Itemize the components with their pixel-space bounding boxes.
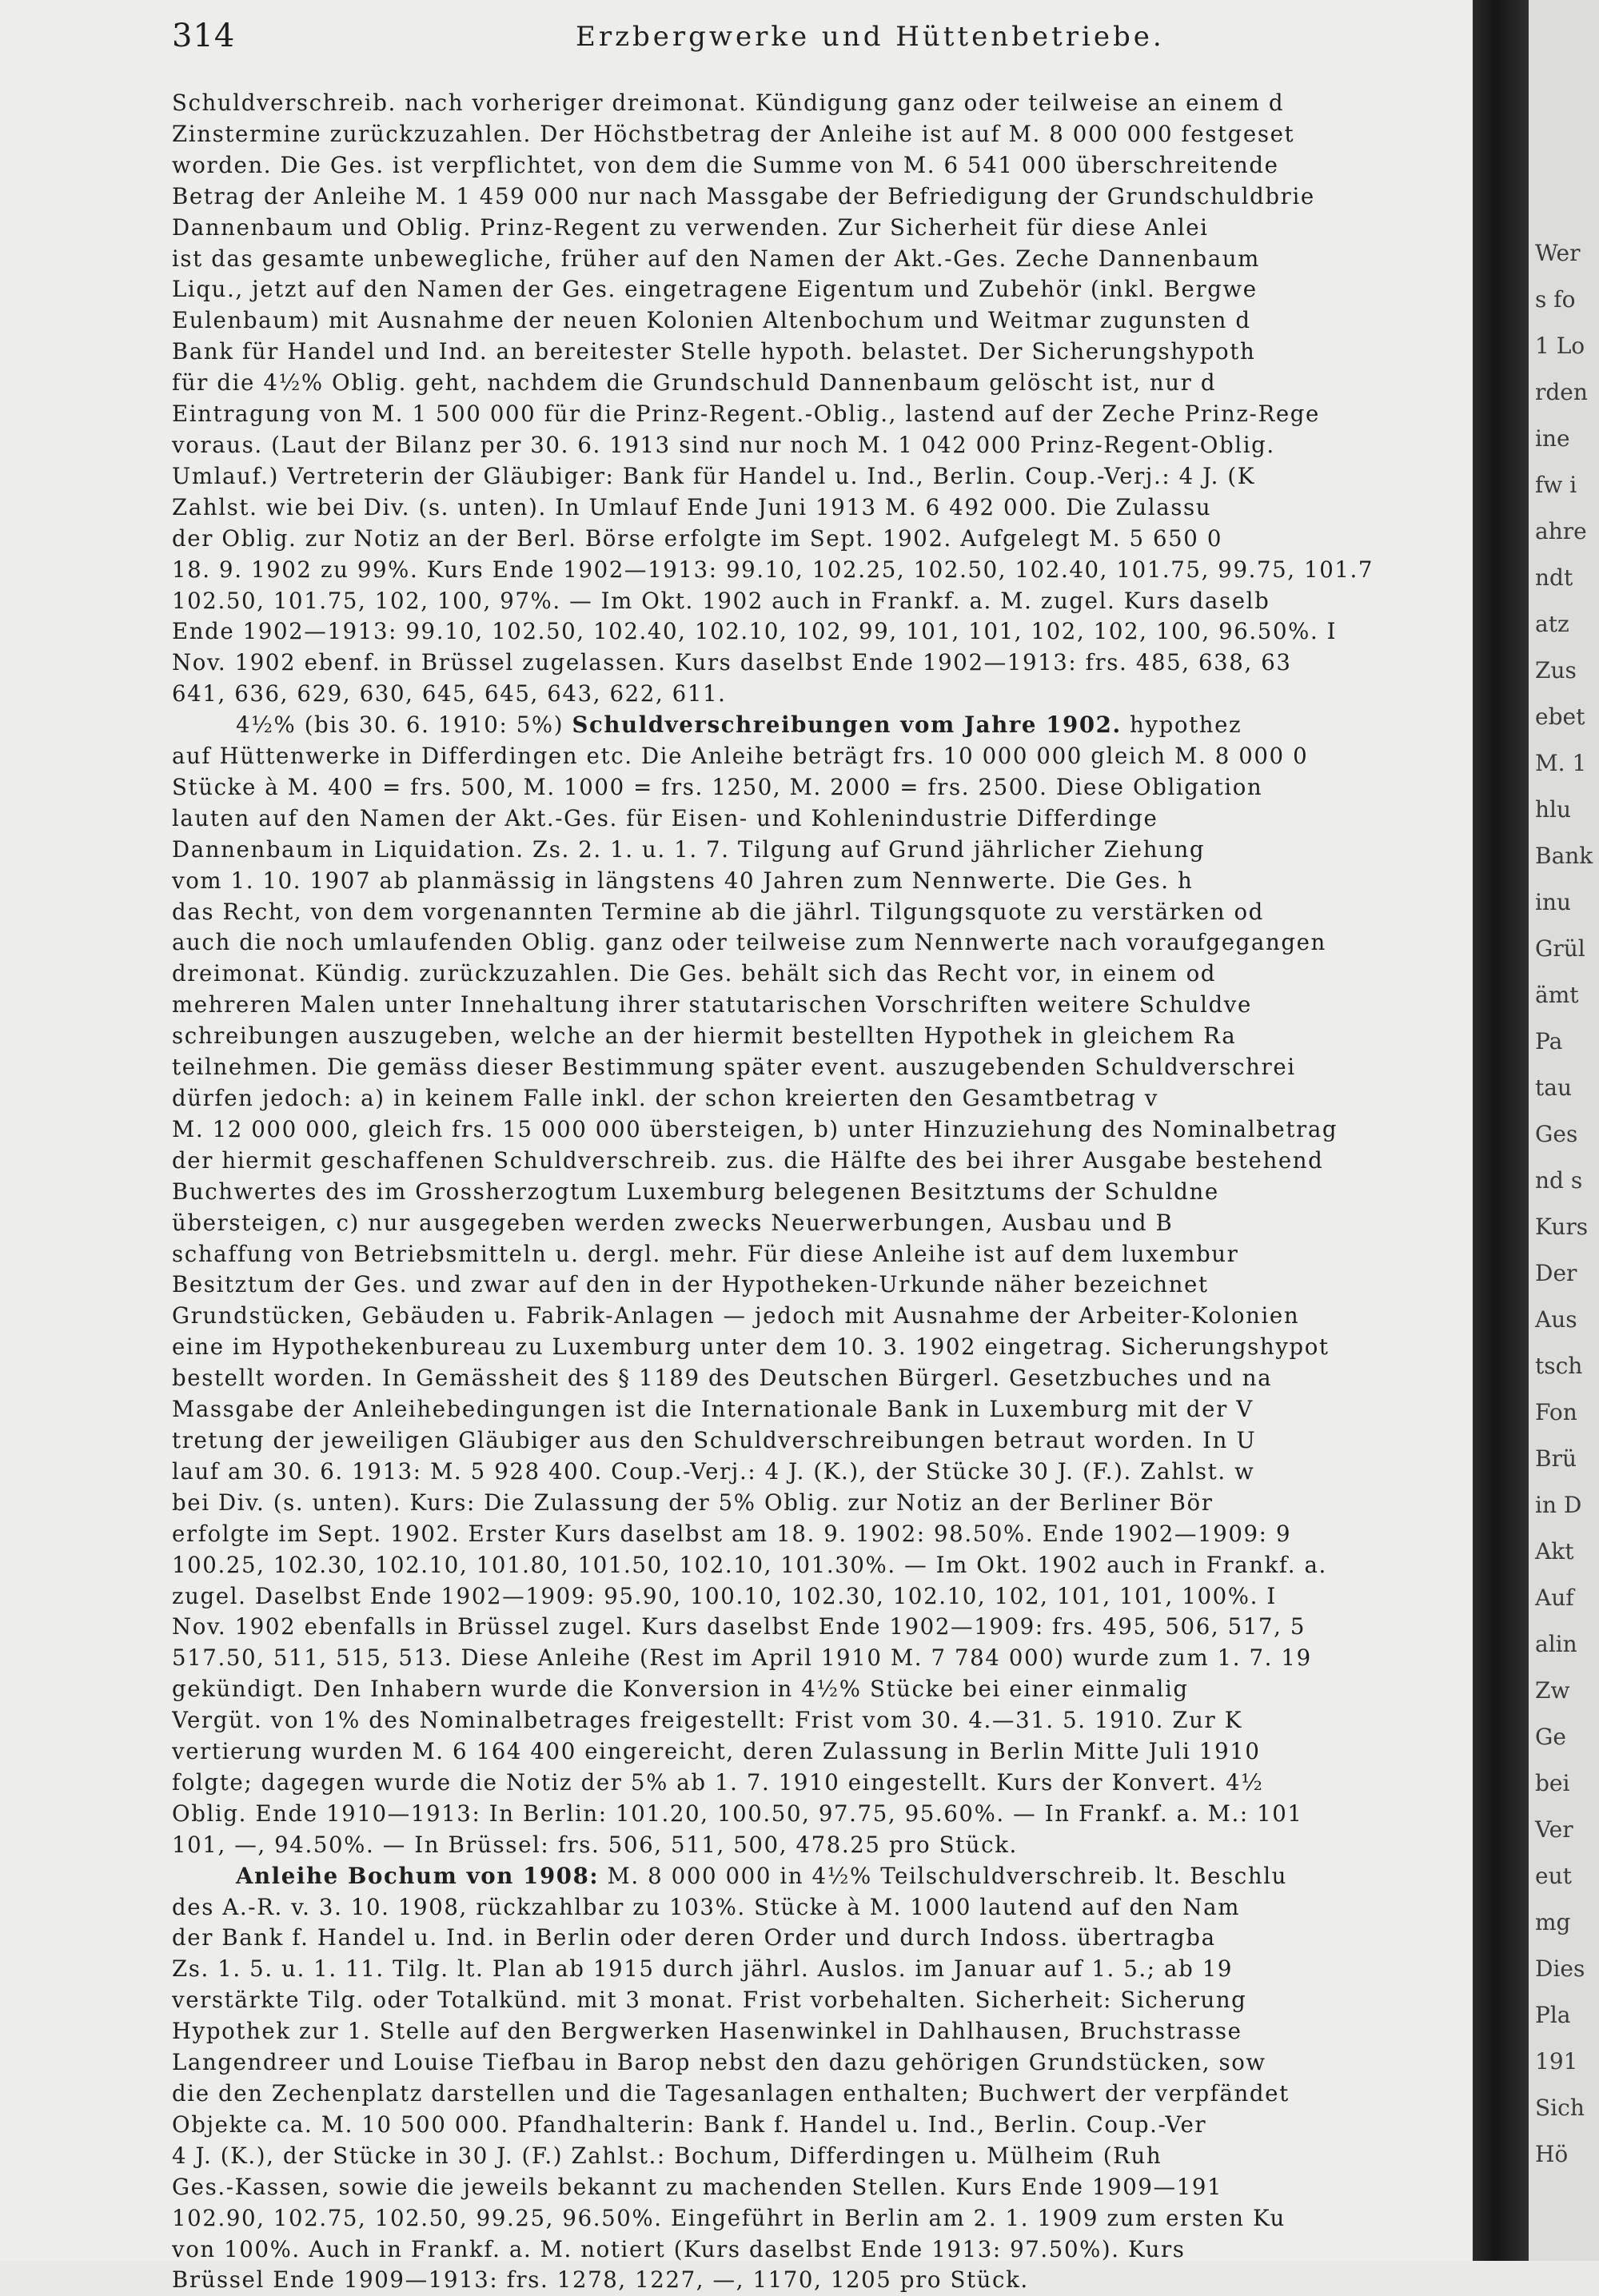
text-line: 517.50, 511, 515, 513. Diese Anleihe (Rest im April 1910 M. 7 784 000) wurde zum 1. 7. 19: [172, 1644, 1312, 1672]
text-line: die den Zechenplatz darstellen und die Tagesanlagen enthalten; Buchwert der verpfändet: [172, 2080, 1290, 2107]
text-line: erfolgte im Sept. 1902. Erster Kurs daselbst am 18. 9. 1902: 98.50%. Ende 1902—1909: 9: [172, 1520, 1292, 1547]
text-line: des A.-R. v. 3. 10. 1908, rückzahlbar zu 103%. Stücke à M. 1000 lautend auf den Nam: [172, 1893, 1240, 1920]
facing-page-fragment: bei: [1535, 1770, 1570, 1796]
facing-page-fragment: ndt: [1535, 564, 1573, 591]
text-line: Bank für Handel und Ind. an bereitester Stelle hypoth. belastet. Der Sicherungshypoth: [172, 338, 1256, 365]
facing-page-fragment: Zw: [1535, 1677, 1570, 1704]
text-line: von 100%. Auch in Frankf. a. M. notiert (Kurs daselbst Ende 1913: 97.50%). Kurs: [172, 2235, 1186, 2262]
paragraph: [172, 710, 1423, 1861]
facing-page-fragment: Akt: [1535, 1538, 1574, 1565]
facing-page-fragment: Hö: [1535, 2141, 1569, 2167]
text-line: worden. Die Ges. ist verpflichtet, von dem die Summe von M. 6 541 000 überschreitende: [172, 151, 1279, 178]
text-line: Dannenbaum in Liquidation. Zs. 2. 1. u. 1. 7. Tilgung auf Grund jährlicher Ziehung: [172, 835, 1206, 863]
text-line: lauf am 30. 6. 1913: M. 5 928 400. Coup.-Verj.: 4 J. (K.), der Stücke 30 J. (F.). Zahlst. w: [172, 1457, 1255, 1485]
paragraph: [172, 88, 1423, 710]
text-line: 102.50, 101.75, 102, 100, 97%. — Im Okt. 1902 auch in Frankf. a. M. zugel. Kurs daselb: [172, 587, 1270, 614]
facing-page-fragment: Dies: [1535, 1955, 1585, 1982]
text-line: Massgabe der Anleihebedingungen ist die Internationale Bank in Luxemburg mit der V: [172, 1396, 1254, 1423]
facing-page-fragment: 191: [1535, 2048, 1578, 2075]
text-line: Besitztum der Ges. und zwar auf den in der Hypotheken-Urkunde näher bezeichnet: [172, 1271, 1209, 1298]
text-line: ist das gesamte unbewegliche, früher auf den Namen der Akt.-Ges. Zeche Dannenbaum: [172, 245, 1260, 272]
page-body: [172, 88, 1423, 2296]
facing-page-fragment: Zus: [1535, 657, 1577, 684]
text-line: Grundstücken, Gebäuden u. Fabrik-Anlagen — jedoch mit Ausnahme der Arbeiter-Kolonien: [172, 1302, 1300, 1329]
text-line: Zs. 1. 5. u. 1. 11. Tilg. lt. Plan ab 1915 durch jährl. Auslos. im Januar auf 1. 5.; ab 19: [172, 1955, 1234, 1983]
text-line: voraus. (Laut der Bilanz per 30. 6. 1913 sind nur noch M. 1 042 000 Prinz-Regent-Oblig.: [172, 431, 1275, 458]
facing-page-fragment: inu: [1535, 889, 1572, 915]
text-line: Ges.-Kassen, sowie die jeweils bekannt zu machenden Stellen. Kurs Ende 1909—191: [172, 2173, 1223, 2200]
text-line: Objekte ca. M. 10 500 000. Pfandhalterin: Bank f. Handel u. Ind., Berlin. Coup.-Ver: [172, 2111, 1207, 2138]
text-line: für die 4½% Oblig. geht, nachdem die Grundschuld Dannenbaum gelöscht ist, nur d: [172, 369, 1217, 397]
facing-page-fragment: mg: [1535, 1909, 1571, 1935]
facing-page-fragment: Ge: [1535, 1724, 1566, 1750]
facing-page-fragment: Auf: [1535, 1584, 1574, 1611]
text-line: bei Div. (s. unten). Kurs: Die Zulassung der 5% Oblig. zur Notiz an der Berliner Bör: [172, 1489, 1214, 1516]
paragraph-lead: 4½% (bis 30. 6. 1910: 5%): [236, 712, 572, 739]
facing-page-fragment: Kurs: [1535, 1214, 1589, 1240]
text-line: Liqu., jetzt auf den Namen der Ges. eingetragene Eigentum und Zubehör (inkl. Bergwe: [172, 276, 1258, 303]
facing-page-fragment: Fon: [1535, 1399, 1577, 1425]
paragraph-first-line: [172, 710, 1423, 741]
text-line: bestellt worden. In Gemässheit des § 1189 des Deutschen Bürgerl. Gesetzbuches und na: [172, 1365, 1273, 1392]
facing-page-fragment: tsch: [1535, 1353, 1583, 1379]
facing-page-fragment: Der: [1535, 1260, 1577, 1286]
facing-page-fragment: fw i: [1535, 472, 1577, 498]
facing-page-fragment: Ver: [1535, 1816, 1573, 1843]
text-line: 4 J. (K.), der Stücke in 30 J. (F.) Zahlst.: Bochum, Differdingen u. Mülheim (Ruh: [172, 2142, 1162, 2169]
paragraph-first-line: [172, 1861, 1423, 1892]
facing-page-fragment: Bank: [1535, 843, 1593, 869]
text-line: Nov. 1902 ebenf. in Brüssel zugelassen. Kurs daselbst Ende 1902—1913: frs. 485, 638, 63: [172, 649, 1292, 676]
text-line: das Recht, von dem vorgenannten Termine ab die jährl. Tilgungsquote zu verstärken od: [172, 898, 1264, 925]
text-line: 18. 9. 1902 zu 99%. Kurs Ende 1902—1913: 99.10, 102.25, 102.50, 102.40, 101.75, 99.75, 101.7: [172, 556, 1374, 583]
text-line: lauten auf den Namen der Akt.-Ges. für Eisen- und Kohlenindustrie Differdinge: [172, 804, 1158, 831]
facing-page-fragment: ebet: [1535, 704, 1585, 730]
text-line: Umlauf.) Vertreterin der Gläubiger: Bank für Handel u. Ind., Berlin. Coup.-Verj.: 4 J. (K: [172, 462, 1255, 489]
text-line: der Oblig. zur Notiz an der Berl. Börse erfolgte im Sept. 1902. Aufgelegt M. 5 650 0: [172, 524, 1222, 552]
facing-page-fragment: Pa: [1535, 1028, 1563, 1054]
facing-page-fragment: Aus: [1535, 1306, 1577, 1333]
text-line: übersteigen, c) nur ausgegeben werden zwecks Neuerwerbungen, Ausbau und B: [172, 1209, 1174, 1236]
text-line: 100.25, 102.30, 102.10, 101.80, 101.50, 102.10, 101.30%. — Im Okt. 1902 auch in Frankf. a.: [172, 1551, 1327, 1578]
facing-page-fragment: hlu: [1535, 796, 1572, 823]
facing-page-fragment: 1 Lo: [1535, 333, 1585, 359]
text-line: Oblig. Ende 1910—1913: In Berlin: 101.20, 100.50, 97.75, 95.60%. — In Frankf. a. M.: 101: [172, 1800, 1303, 1827]
text-line: der hiermit geschaffenen Schuldverschreib. zus. die Hälfte des bei ihrer Ausgabe bestehend: [172, 1146, 1324, 1174]
text-line: dürfen jedoch: a) in keinem Falle inkl. der schon kreierten den Gesamtbetrag v: [172, 1085, 1158, 1111]
text-line: zugel. Daselbst Ende 1902—1909: 95.90, 100.10, 102.30, 102.10, 102, 101, 101, 100%. I: [172, 1582, 1277, 1609]
text-line: 102.90, 102.75, 102.50, 99.25, 96.50%. Eingeführt in Berlin am 2. 1. 1909 zum ersten Ku: [172, 2204, 1286, 2231]
text-line: folgte; dagegen wurde die Notiz der 5% ab 1. 7. 1910 eingestellt. Kurs der Konvert. 4½: [172, 1768, 1264, 1796]
text-line: Betrag der Anleihe M. 1 459 000 nur nach Massgabe der Befriedigung der Grundschuldbrie: [172, 182, 1315, 209]
text-line: vom 1. 10. 1907 ab planmässig in längstens 40 Jahren zum Nennwerte. Die Ges. h: [172, 867, 1194, 894]
section-heading: Schuldverschreibungen vom Jahre 1902.: [572, 712, 1122, 739]
book-gutter: [1473, 0, 1529, 2261]
facing-page-fragment: Wer: [1535, 240, 1581, 266]
text-line: 641, 636, 629, 630, 645, 645, 643, 622, 611.: [172, 680, 727, 708]
facing-page-fragment: ahre: [1535, 518, 1587, 544]
paragraph: [172, 1861, 1423, 2296]
facing-page-fragment: in D: [1535, 1492, 1582, 1518]
facing-page-fragment: ämt: [1535, 982, 1579, 1008]
text-line: gekündigt. Den Inhabern wurde die Konversion in 4½% Stücke bei einer einmalig: [172, 1676, 1189, 1703]
text-line: Zahlst. wie bei Div. (s. unten). In Umlauf Ende Juni 1913 M. 6 492 000. Die Zulassu: [172, 493, 1212, 520]
paragraph-first-tail: M. 8 000 000 in 4½% Teilschuldverschreib. lt. Beschlu: [599, 1862, 1287, 1889]
text-line: Langendreer und Louise Tiefbau in Barop nebst den dazu gehörigen Grundstücken, sow: [172, 2049, 1266, 2076]
text-line: eine im Hypothekenbureau zu Luxemburg unter dem 10. 3. 1902 eingetrag. Sicherungshypot: [172, 1333, 1330, 1361]
facing-page-fragment: Pla: [1535, 2002, 1571, 2028]
text-line: schreibungen auszugeben, welche an der hiermit bestellten Hypothek in gleichem Ra: [172, 1022, 1237, 1050]
running-title: Erzbergwerke und Hüttenbetriebe.: [576, 21, 1165, 53]
facing-page-fragment: Brü: [1535, 1445, 1577, 1472]
facing-page-fragment: atz: [1535, 611, 1569, 637]
text-line: auch die noch umlaufenden Oblig. ganz oder teilweise zum Nennwerte nach voraufgegangen: [172, 929, 1326, 956]
facing-page-fragment: rden: [1535, 379, 1588, 405]
text-line: Schuldverschreib. nach vorheriger dreimonat. Kündigung ganz oder teilweise an einem d: [172, 90, 1285, 116]
facing-page-fragment: s fo: [1535, 286, 1576, 313]
facing-page-fragment: tau: [1535, 1074, 1572, 1101]
text-line: Dannenbaum und Oblig. Prinz-Regent zu verwenden. Zur Sicherheit für diese Anlei: [172, 213, 1209, 241]
facing-page-fragment: Grül: [1535, 935, 1585, 962]
text-line: Ende 1902—1913: 99.10, 102.50, 102.40, 102.10, 102, 99, 101, 101, 102, 102, 100, 96.50%. I: [172, 618, 1338, 645]
text-line: M. 12 000 000, gleich frs. 15 000 000 übersteigen, b) unter Hinzuziehung des Nominalbetrag: [172, 1115, 1338, 1142]
section-heading: Anleihe Bochum von 1908:: [236, 1862, 600, 1889]
text-line: verstärkte Tilg. oder Totalkünd. mit 3 monat. Frist vorbehalten. Sicherheit: Sicherung: [172, 1987, 1247, 2014]
page-number: 314: [172, 18, 236, 54]
text-line: Buchwertes des im Grossherzogtum Luxemburg belegenen Besitztums der Schuldne: [172, 1178, 1219, 1205]
facing-page-fragment: nd s: [1535, 1167, 1583, 1194]
text-line: Zinstermine zurückzuzahlen. Der Höchstbetrag der Anleihe ist auf M. 8 000 000 festgeset: [172, 120, 1295, 147]
text-line: der Bank f. Handel u. Ind. in Berlin oder deren Order und durch Indoss. übertragba: [172, 1924, 1216, 1951]
facing-page-fragment: Sich: [1535, 2095, 1585, 2121]
facing-page-fragment: M. 1: [1535, 750, 1587, 776]
text-line: Vergüt. von 1% des Nominalbetrages freigestellt: Frist vom 30. 4.—31. 5. 1910. Zur K: [172, 1707, 1242, 1734]
text-line: tretung der jeweiligen Gläubiger aus den Schuldverschreibungen betraut worden. In U: [172, 1426, 1257, 1453]
paragraph-first-tail: hypothez: [1121, 712, 1242, 739]
text-line: Hypothek zur 1. Stelle auf den Bergwerken Hasenwinkel in Dahlhausen, Bruchstrasse: [172, 2018, 1242, 2045]
text-line: teilnehmen. Die gemäss dieser Bestimmung später event. auszugebenden Schuldverschrei: [172, 1054, 1296, 1081]
facing-page-fragment: eut: [1535, 1863, 1572, 1889]
text-line: Nov. 1902 ebenfalls in Brüssel zugel. Kurs daselbst Ende 1902—1909: frs. 495, 506, 517, 5: [172, 1613, 1306, 1640]
text-line: Stücke à M. 400 = frs. 500, M. 1000 = frs. 1250, M. 2000 = frs. 2500. Diese Obligation: [172, 773, 1263, 800]
text-line: vertierung wurden M. 6 164 400 eingereicht, deren Zulassung in Berlin Mitte Juli 1910: [172, 1738, 1261, 1765]
text-line: Eintragung von M. 1 500 000 für die Prinz-Regent.-Oblig., lastend auf der Zeche Prinz-Rege: [172, 401, 1320, 428]
facing-page-edge: [1529, 0, 1599, 2261]
facing-page-fragment: ine: [1535, 425, 1570, 452]
text-line: mehreren Malen unter Innehaltung ihrer statutarischen Vorschriften weitere Schuldve: [172, 991, 1252, 1018]
facing-page-fragment: alin: [1535, 1631, 1577, 1657]
page-header: [172, 18, 1467, 58]
text-line: Brüssel Ende 1909—1913: frs. 1278, 1227, —, 1170, 1205 pro Stück.: [172, 2266, 1029, 2294]
facing-page-fragment: Ges: [1535, 1121, 1578, 1147]
text-line: dreimonat. Kündig. zurückzuzahlen. Die Ges. behält sich das Recht vor, in einem od: [172, 960, 1217, 987]
text-line: 101, —, 94.50%. — In Brüssel: frs. 506, 511, 500, 478.25 pro Stück.: [172, 1831, 1018, 1858]
text-line: auf Hüttenwerke in Differdingen etc. Die Anleihe beträgt frs. 10 000 000 gleich M. 8 000 0: [172, 743, 1309, 770]
text-line: schaffung von Betriebsmitteln u. dergl. mehr. Für diese Anleihe ist auf dem luxembur: [172, 1240, 1239, 1267]
text-line: Eulenbaum) mit Ausnahme der neuen Kolonien Altenbochum und Weitmar zugunsten d: [172, 307, 1251, 334]
